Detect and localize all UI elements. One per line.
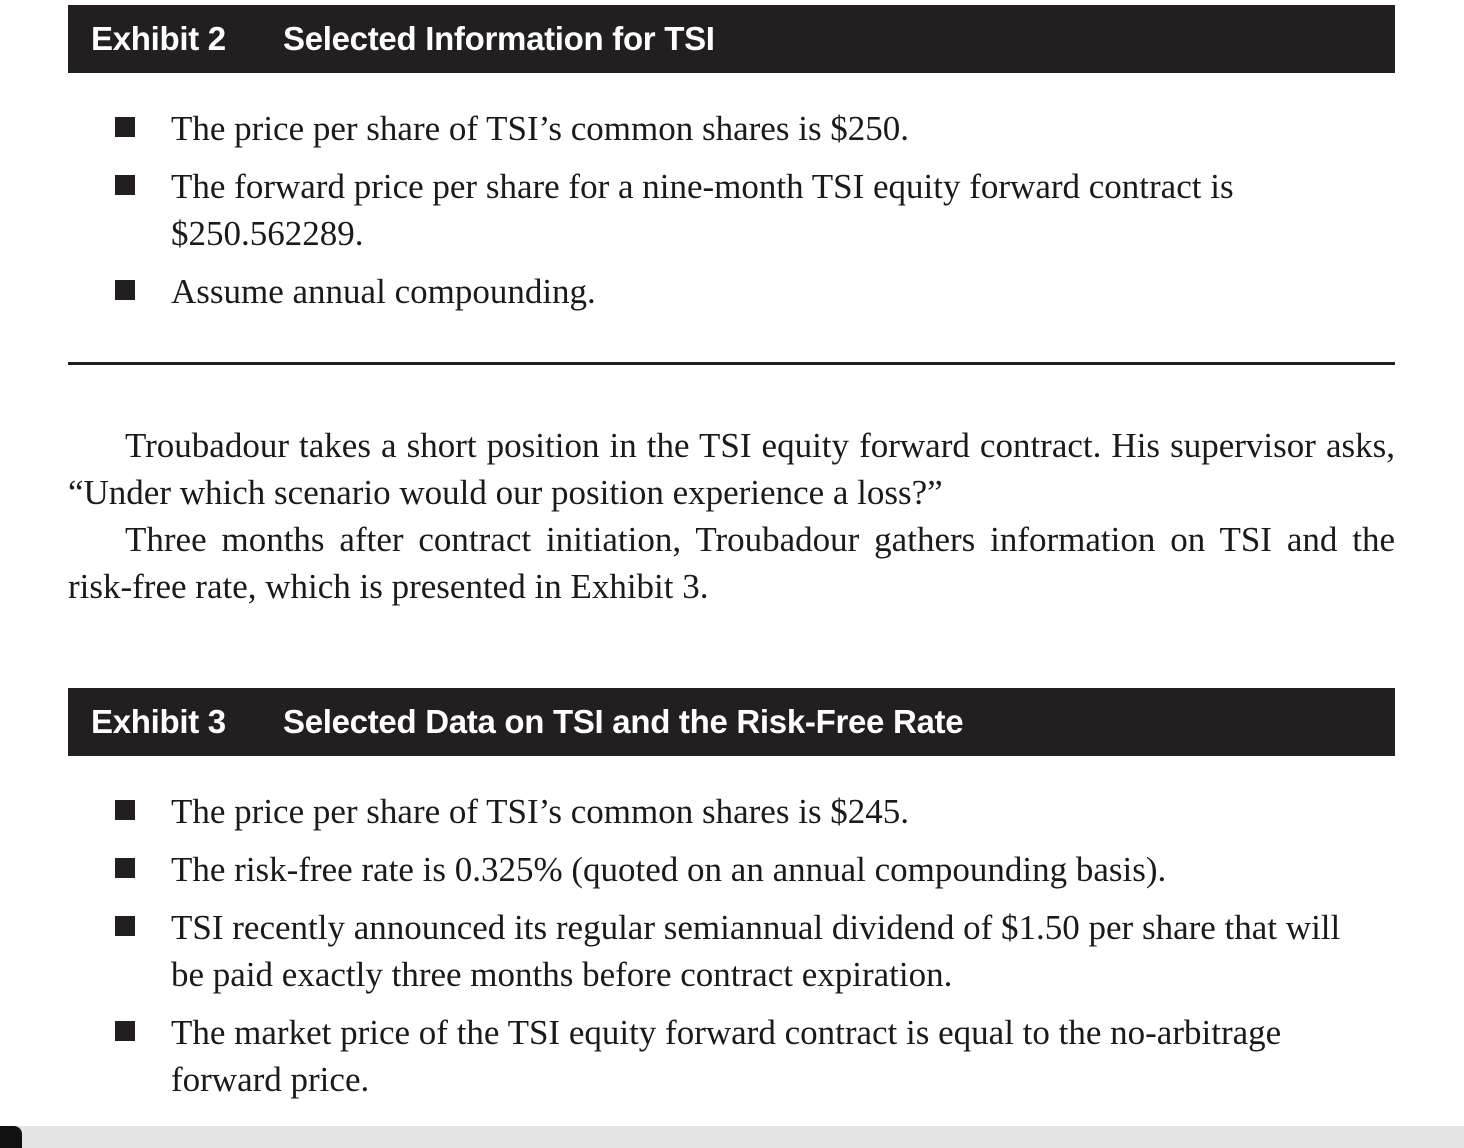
list-item-text: Assume annual compounding. — [171, 272, 596, 311]
list-item — [115, 788, 1395, 835]
exhibit-2-bottom-rule — [68, 362, 1395, 365]
exhibit-2-title: Selected Information for TSI — [283, 20, 715, 57]
exhibit-2-header — [68, 5, 1395, 73]
list-item-text: The risk-free rate is 0.325% (quoted on an annual compounding basis). — [171, 850, 1167, 889]
square-bullet-icon — [115, 280, 135, 300]
body-paragraph-1: Troubadour takes a short position in the TSI equity forward contract. His supervisor asks, “Under which scenario would our position experience a loss?” — [68, 426, 1395, 512]
square-bullet-icon — [115, 916, 135, 936]
list-item — [115, 904, 1395, 998]
list-item-text: The forward price per share for a nine-month TSI equity forward contract is $250.562289. — [171, 167, 1234, 253]
exhibit-3-number: Exhibit 3 — [91, 703, 226, 740]
list-item-text: TSI recently announced its regular semiannual dividend of $1.50 per share that will be paid exactly three months before contract expiration. — [171, 908, 1341, 994]
window-bottom-edge — [0, 1126, 1464, 1148]
body-paragraph-2: Three months after contract initiation, Troubadour gathers information on TSI and the risk-free rate, which is presented in Exhibit 3. — [68, 520, 1395, 606]
list-item — [115, 105, 1395, 152]
list-item — [115, 163, 1395, 257]
list-item-text: The market price of the TSI equity forward contract is equal to the no-arbitrage forward price. — [171, 1013, 1282, 1099]
exhibit-2-list — [115, 105, 1395, 326]
exhibit-3-list — [115, 788, 1395, 1114]
list-item — [115, 846, 1395, 893]
square-bullet-icon — [115, 117, 135, 137]
square-bullet-icon — [115, 858, 135, 878]
exhibit-3-header — [68, 688, 1395, 756]
list-item — [115, 1009, 1395, 1103]
list-item-text: The price per share of TSI’s common shares is $245. — [171, 792, 910, 831]
square-bullet-icon — [115, 175, 135, 195]
square-bullet-icon — [115, 800, 135, 820]
exhibit-2-number: Exhibit 2 — [91, 20, 226, 57]
square-bullet-icon — [115, 1021, 135, 1041]
exhibit-3-title: Selected Data on TSI and the Risk-Free Rate — [283, 703, 964, 740]
list-item — [115, 268, 1395, 315]
list-item-text: The price per share of TSI’s common shares is $250. — [171, 109, 910, 148]
window-corner-icon — [0, 1126, 22, 1148]
